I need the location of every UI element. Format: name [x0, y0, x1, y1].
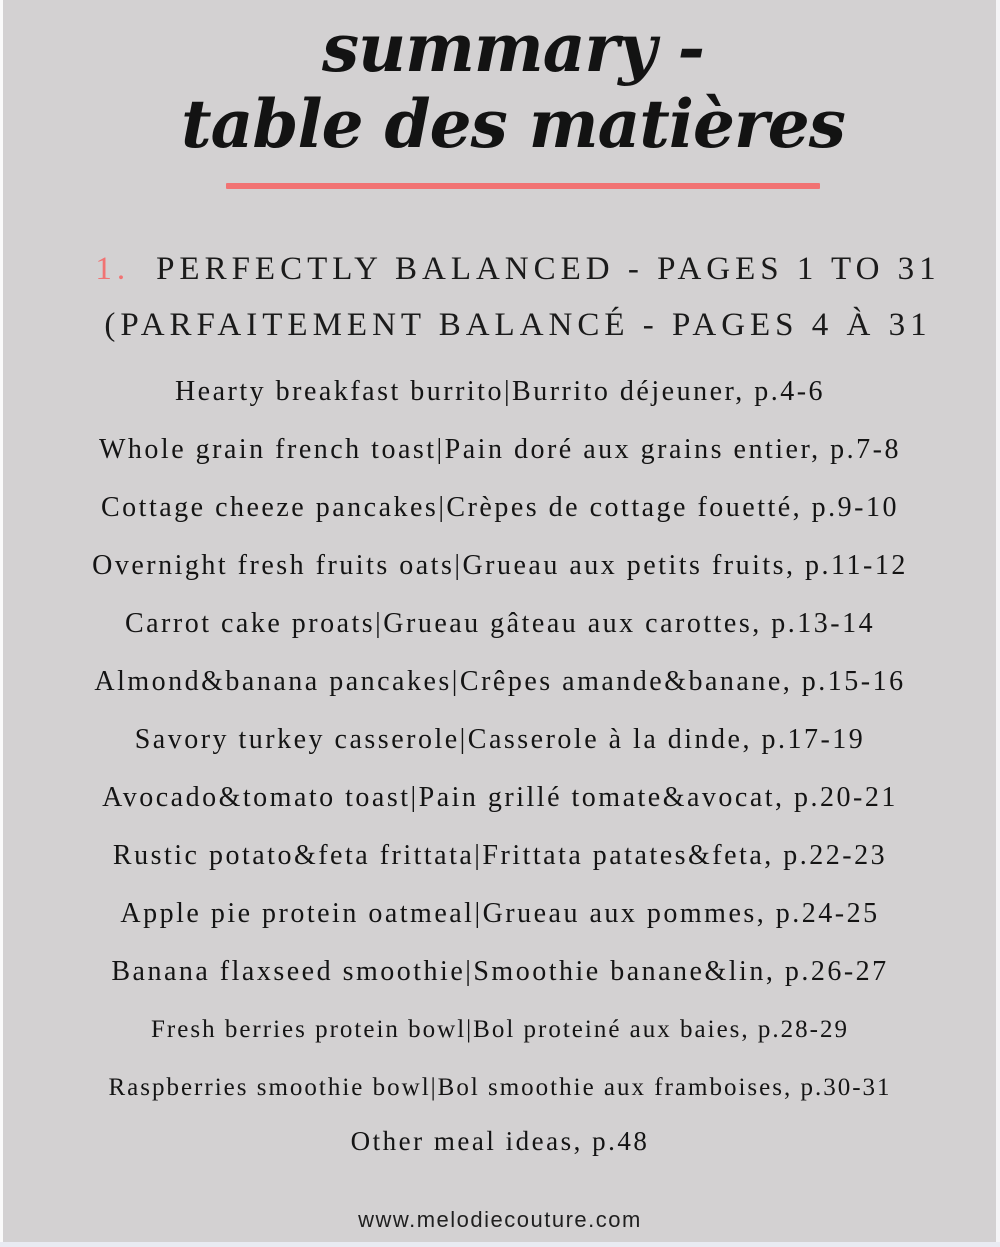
page-edge-bottom: [0, 1242, 1000, 1247]
toc-item: Banana flaxseed smoothie|Smoothie banane&lin, p.26-27: [111, 956, 889, 987]
toc-item: Cottage cheeze pancakes|Crèpes de cottage fouetté, p.9-10: [100, 492, 900, 523]
section-heading-line-en: [18, 241, 1000, 297]
toc-list: [0, 363, 1000, 1165]
toc-item: Whole grain french toast|Pain doré aux grains entier, p.7-8: [99, 434, 901, 465]
toc-item: Avocado&tomato toast|Pain grillé tomate&avocat, p.20-21: [102, 782, 898, 813]
toc-item: Savory turkey casserole|Casserole à la dinde, p.17-19: [134, 724, 866, 755]
toc-item: Hearty breakfast burrito|Burrito déjeuner, p.4-6: [174, 376, 826, 407]
section-title-english: PERFECTLY BALANCED - PAGES 1 TO 31: [156, 251, 941, 287]
title-line-2: table des matières: [181, 85, 845, 163]
title-divider: [226, 183, 820, 189]
toc-item: Overnight fresh fruits oats|Grueau aux petits fruits, p.11-12: [92, 550, 908, 581]
page-edge-right: [996, 0, 1000, 1247]
page-edge-left: [0, 0, 3, 1247]
toc-item: Fresh berries protein bowl|Bol proteiné aux baies, p.28-29: [151, 1016, 849, 1043]
toc-item: Apple pie protein oatmeal|Grueau aux pommes, p.24-25: [120, 898, 880, 929]
page-title: [13, 0, 1000, 162]
toc-item: Rustic potato&feta frittata|Frittata patates&feta, p.22-23: [112, 840, 888, 871]
section-title-french: (PARFAITEMENT BALANCÉ - PAGES 4 À 31: [104, 307, 932, 343]
footer-url: www.melodiecouture.com: [358, 1207, 642, 1232]
toc-item: Almond&banana pancakes|Crêpes amande&banane, p.15-16: [94, 666, 906, 697]
toc-item: Raspberries smoothie bowl|Bol smoothie aux framboises, p.30-31: [108, 1074, 892, 1101]
section-number: 1.: [95, 251, 131, 287]
toc-item: Carrot cake proats|Grueau gâteau aux carottes, p.13-14: [124, 608, 876, 639]
toc-item: Other meal ideas, p.48: [350, 1126, 650, 1156]
title-line-1: summary -: [321, 9, 705, 87]
section-heading: [18, 241, 1000, 353]
